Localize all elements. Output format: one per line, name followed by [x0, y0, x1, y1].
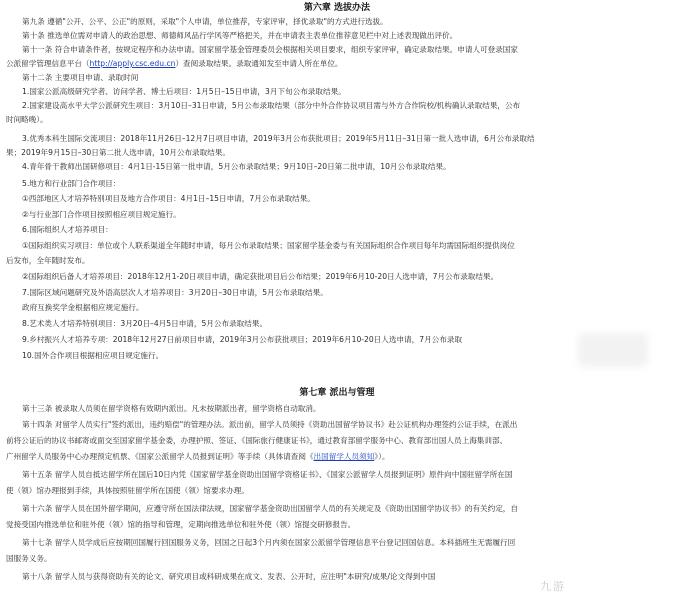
- item-5-2: ②与行业部门合作项目按照相应项目规定施行。: [22, 210, 181, 219]
- item-6-1-cont: 后发布，全年随时发布。: [6, 256, 90, 265]
- article-11-cont: 公派留学管理信息平台（http://apply.csc.edu.cn）查阅录取结果。录取通知发至申请人所在单位。: [6, 59, 343, 68]
- article-10: 第十条 推选单位需对申请人的政治思想、师德师风品行学风等严格把关，并在申请表主表单位推荐意见栏中对上述表现做出评价。: [22, 31, 458, 40]
- item-3: 3.优秀本科生国际交流项目：2018年11月26日–12月7日项目申请，2019年3月公布获批项目；2019年5月11日–31日第一批人选申请，6月公布录取结: [22, 134, 535, 143]
- article-11: 第十一条 符合申请条件者，按规定程序和办法申请。国家留学基金管理委员会根据相关项目要求，组织专家评审，确定录取结果。申请人可登录国家: [22, 45, 518, 54]
- item-6: 6.国际组织人才培养项目：: [22, 225, 113, 234]
- item-4: 4.青年骨干教师出国研修项目：4月1日-15日第一批申请，5月公布录取结果；9月10日–20日第二批申请，10月公布录取结果。: [22, 162, 451, 171]
- article-9: 第九条 遵循"公开、公平、公正"的原则，采取"个人申请，单位推荐，专家评审，择优录取"的方式进行选拔。: [22, 17, 388, 26]
- watermark-logo: 九游: [540, 580, 566, 593]
- item-6-1: ①国际组织实习项目：单位或个人联系渠道全年随时申请，每月公布录取结果；国家留学基金委与有关国际组织合作项目每年均需国际组织提供岗位: [22, 241, 515, 250]
- item-10: 10.国外合作项目根据相应项目规定施行。: [22, 351, 164, 360]
- article-17-cont: 国服务义务。: [6, 554, 52, 563]
- article-14-cont-1: 前将公证后的协议书邮寄或面交至国家留学基金委，办理护照、签证、《国际旅行健康证书》，通过教育部留学服务中心、教育部出国人员上海集训部、: [6, 436, 508, 445]
- article-16: 第十六条 留学人员在国外留学期间，应遵守所在国法律法规，国家留学基金资助出国留学人员的有关规定及《资助出国留学协议书》的有关约定，自: [22, 504, 518, 513]
- article-14: 第十四条 对留学人员实行"签约派出，违约赔偿"的管理办法。派出前，留学人员须持《资助出国留学协议书》赴公证机构办理签约公证手续，在派出: [22, 420, 518, 429]
- article-15: 第十五条 留学人员自抵达留学所在国后10日内凭《国家留学基金资助出国留学资格证书》、《国家公派留学人员报到证明》原件向中国驻留学所在国: [22, 470, 513, 479]
- article-18: 第十八条 留学人员与获得资助有关的论文、研究项目或科研成果在成文、发表、公开时，应注明"本研究/成果/论文得到中国: [22, 572, 436, 581]
- item-5: 5.地方和行业部门合作项目：: [22, 179, 121, 188]
- study-abroad-notice-link[interactable]: 出国留学人员须知: [313, 452, 375, 461]
- item-7-note: 政府互换奖学金根据相应规定施行。: [22, 303, 144, 312]
- item-3-cont: 果；2019年9月15日–30日第二批人选申请，10月公布录取结果。: [6, 148, 231, 157]
- apply-csc-link[interactable]: http://apply.csc.edu.cn: [89, 59, 176, 68]
- chapter-7-title: 第七章 派出与管理: [299, 388, 375, 398]
- item-9: 9.乡村振兴人才培养专项：2018年12月27日前项目申请，2019年3月公布获批项目；2019年6月10-20日人选申请，7月公布录取: [22, 335, 463, 344]
- article-12: 第十二条 主要项目申请、录取时间: [22, 73, 139, 82]
- article-17: 第十七条 留学人员学成后应按期回国履行回国服务义务，回国之日起3个月内须在国家公派留学管理信息平台登记回国信息。本科插班生无需履行回: [22, 538, 516, 547]
- item-1: 1.国家公派高级研究学者、访问学者、博士后项目：1月5日–15日申请，3月下旬公布录取结果。: [22, 87, 346, 96]
- blurred-region: [578, 333, 648, 367]
- item-8: 8.艺术类人才培养特别项目：3月20日–4月5日申请，5月公布录取结果。: [22, 319, 268, 328]
- chapter-6-title: 第六章 选拔办法: [303, 3, 371, 13]
- article-15-cont: 使（领）馆办理报到手续，具体按照驻留学所在国使（领）馆要求办理。: [6, 486, 249, 495]
- item-7: 7.国际区域问题研究及外语高层次人才培养项目：3月20日–30日申请，5月公布录取结果。: [22, 288, 328, 297]
- article-14-cont-2: 广州留学人员服务中心办理预定机票、《国家公派留学人员报到证明》等手续（具体请查阅《出国留学人员须知》）。: [6, 452, 390, 461]
- item-6-2: ②国际组织后备人才培养项目：2018年12月1-20日项目申请，确定获批项目后公布结果；2019年6月10-20日人选申请，7月公布录取结果。: [22, 272, 499, 281]
- item-2-cont: 时间略晚）。: [6, 115, 48, 124]
- article-13: 第十三条 被录取人员须在留学资格有效期内派出。凡未按期派出者，留学资格自动取消。: [22, 404, 321, 413]
- item-2: 2.国家建设高水平大学公派研究生项目：3月10日–31日申请，5月公布录取结果（部分中外合作协议项目需与外方合作院校/机构确认录取结果，公布: [22, 101, 521, 110]
- article-16-cont: 觉接受国内推选单位和驻外使（领）馆的指导和管理，定期向推选单位和驻外使（领）馆提交研修报告。: [6, 520, 356, 529]
- item-5-1: ①西部地区人才培养特别项目及地方合作项目：4月1日–15日申请，7月公布录取结果。: [22, 194, 315, 203]
